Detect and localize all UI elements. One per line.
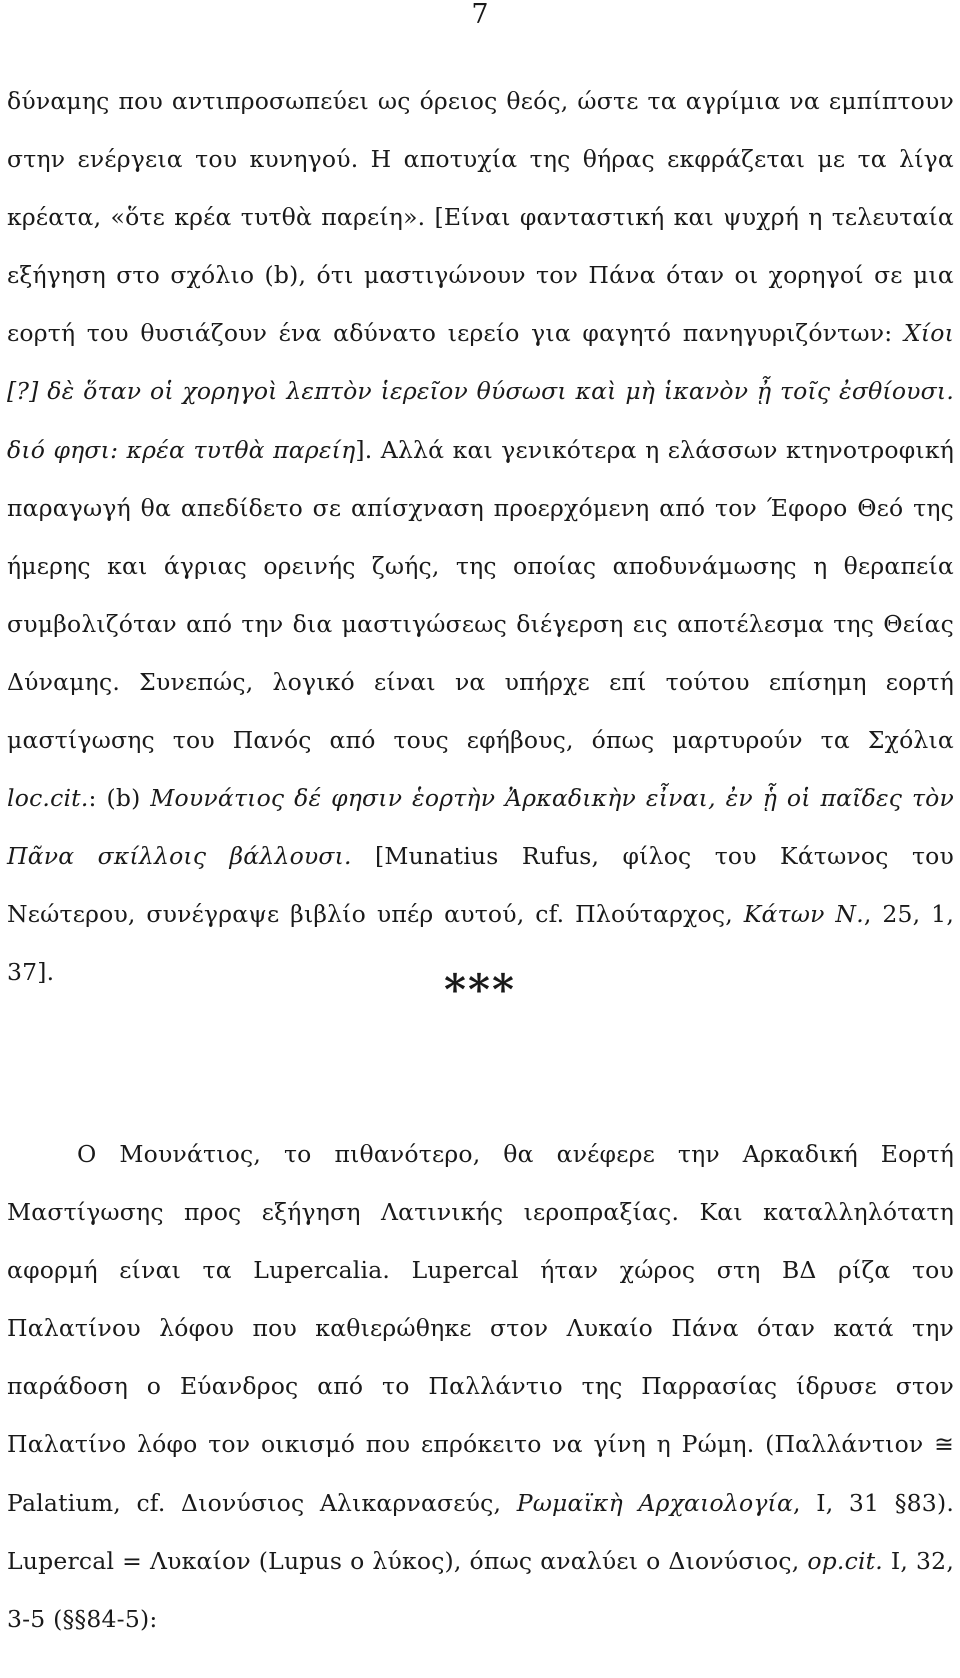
paragraph-2-run: Ο Μουνάτιος, το πιθανότερο, θα ανέφερε την Αρκαδική Εορτή Μαστίγωσης προς εξήγηση Λατινικής ιεροπραξίας. Και καταλληλότατη αφορμή είναι τα Lupercalia. Lupercal ήταν χώρος στη ΒΔ ρίζα του Παλατίνου λόφου που καθιερώθηκε στον Λυκαίο Πάνα όταν κατά την παράδοση ο Εύανδρος από το Παλλάντιο της Παρρασίας ίδρυσε στον Παλατίνο λόφο τον οικισμό που επρόκειτο να γίνη η Ρώμη. (Παλλάντιον ≅ Palatium, cf. Διονύσιος Αλικαρνασεύς, [7,1140,954,1517]
paragraph-1-greek-quote: Χίοι [?] δὲ ὅταν οἱ χορηγοὶ λεπτὸν ἱερεῖον θύσωσι καὶ μὴ ἱκανὸν ᾖ τοῖς ἐσθίουσι. διό φησι: κρέα τυτθὰ παρείη [7,319,954,464]
paragraph-1-run: ]. Αλλά και γενικότερα η ελάσσων κτηνοτροφική παραγωγή θα απεδίδετο σε απίσχναση προερχόμενη από τον Έφορο Θεό της ήμερης και άγριας ορεινής ζωής, της οποίας αποδυνάμωσης η θεραπεία συμβολιζόταν από την δια μαστιγώσεως διέγερση εις αποτέλεσμα της Θείας Δύναμης. Συνεπώς, λογικό είναι να υπήρχε επί τούτου επίσημη εορτή μαστίγωσης του Πανός από τους εφήβους, όπως μαρτυρούν τα Σχόλια [7,435,954,755]
paragraph-1-greek-quote: Μουνάτιος δέ φησιν ἑορτὴν Ἀρκαδικὴν εἶναι, ἐν ᾗ οἱ παῖδες τὸν Πᾶνα σκίλλοις βάλλουσι. [7,784,954,871]
paragraph-1 [7,72,954,1002]
paragraph-1-run: , 25, 1, 37]. [7,900,954,987]
paragraph-2-run: , I, 31 §83). Lupercal = Λυκαίον (Lupus ο λύκος), όπως αναλύει ο Διονύσιος, [7,1488,954,1575]
page-number: 7 [471,0,489,30]
paragraph-1-work-title: Κάτων Ν. [743,900,864,929]
paragraph-2 [7,1125,954,1648]
paragraph-1-run: : (b) [88,784,151,813]
paragraph-2-run: I, 32, 3-5 (§§84-5): [7,1546,954,1633]
paragraph-2-citation: op.cit. [807,1546,883,1575]
paragraph-1-citation: loc.cit. [7,784,89,813]
paragraph-1-run: [Munatius Rufus, φίλος του Κάτωνος του Νεώτερου, συνέγραψε βιβλίο υπέρ αυτού, cf. Πλούταρχος, [7,842,954,929]
paragraph-2-work-title: Ρωμαϊκὴ Αρχαιολογία [516,1488,794,1517]
section-separator: *** [444,965,516,1014]
paragraph-1-run: δύναμης που αντιπροσωπεύει ως όρειος θεός, ώστε τα αγρίμια να εμπίπτουν στην ενέργεια του κυνηγού. Η αποτυχία της θήρας εκφράζεται με τα λίγα κρέατα, «ὅτε κρέα τυτθὰ παρείη». [Είναι φανταστική και ψυχρή η τελευταία εξήγηση στο σχόλιο (b), ότι μαστιγώνουν τον Πάνα όταν οι χορηγοί σε μια εορτή του θυσιάζουν ένα αδύνατο ιερείο για φαγητό πανηγυριζόντων: [7,87,954,348]
